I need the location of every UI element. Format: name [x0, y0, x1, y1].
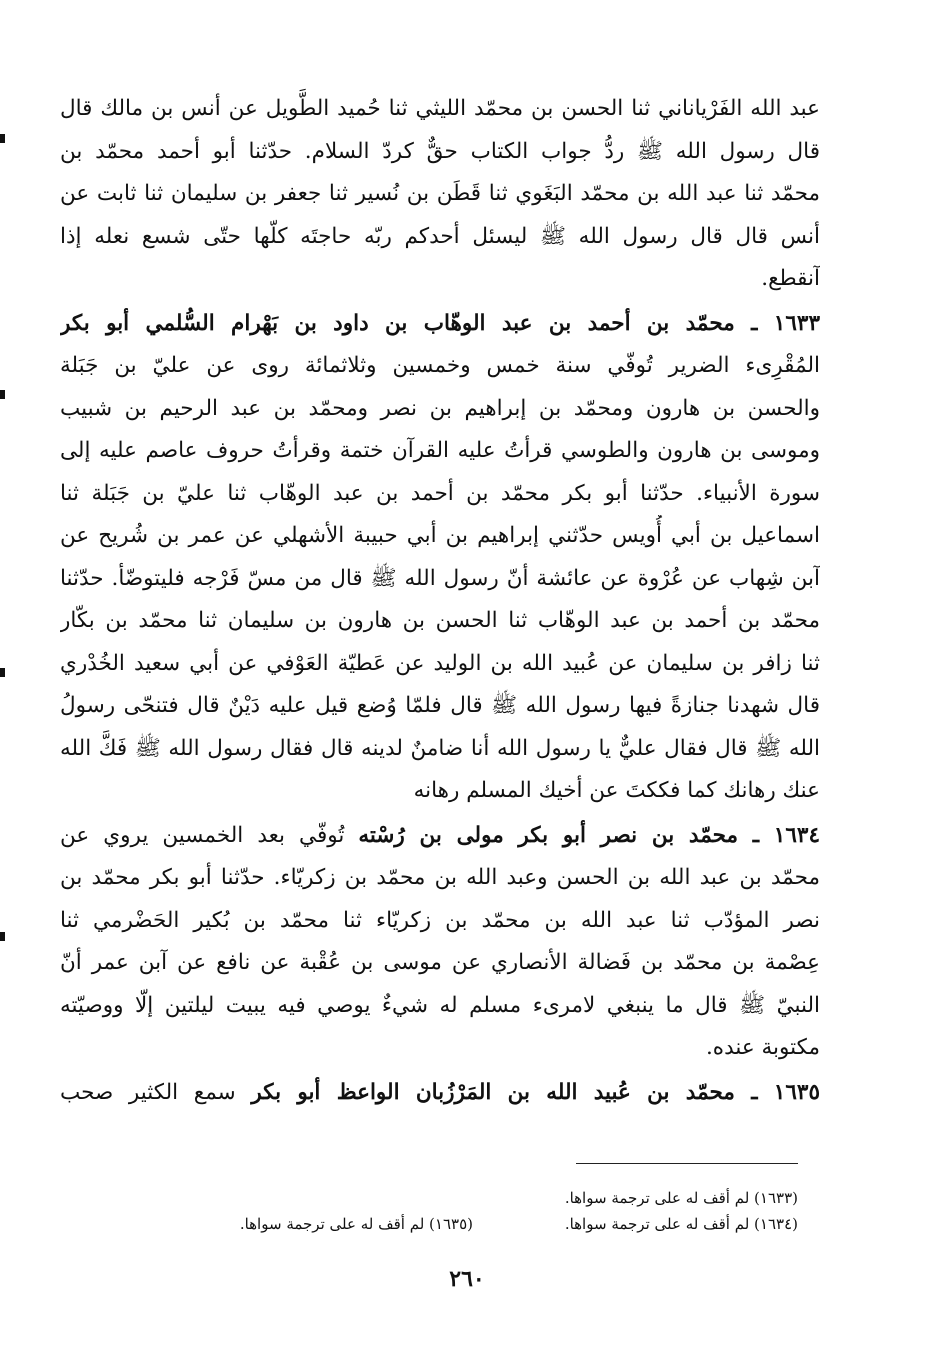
entry-heading-text: ١٦٣٤ ـ محمّد بن نصر أبو بكر مولى بن رُسْته	[358, 822, 820, 848]
text-span: سمع الكثير صحب	[60, 1079, 236, 1105]
text-line: المُقْرِىء الضرير تُوفّي سنة خمس وخمسين وثلاثمائة روى عن عليّ بن جَبَلة	[60, 353, 820, 378]
text-line: عِصْمة بن محمّد بن فَضالة الأنصاري عن موسى بن عُقْبة عن نافع عن آبن عمر أنّ	[60, 950, 820, 975]
text-line: محمّد بن أحمد بن عبد الوهّاب ثنا الحسن بن هارون بن سليمان ثنا محمّد بن بكّار	[60, 608, 820, 633]
scan-edge-mark	[0, 134, 5, 143]
text-line: ثنا زافر بن سليمان عن عُبيد الله بن الوليد عن عَطيّة العَوْفي عن أبي سعيد الخُدْري	[60, 650, 820, 676]
text-line: آبن شِهاب عن عُرْوة عن عائشة أنّ رسول الله ﷺ قال من مسّ فَرْجه فليتوضّأ. حدّثنا	[60, 565, 820, 591]
page-body	[60, 88, 820, 1114]
entry-heading	[60, 303, 820, 346]
text-line: محمّد بن عبد الله بن الحسن وعبد الله بن محمّد بن زكريّاء. حدّثنا أبو بكر محمّد بن	[60, 865, 820, 890]
text-line: والحسن بن هارون ومحمّد بن إبراهيم بن نصر ومحمّد بن عبد الرحيم بن شبيب	[60, 395, 820, 421]
footnote-1634: (١٦٣٤) لم أقف له على ترجمة سواها.	[564, 1215, 798, 1233]
text-line: مكتوبة عنده.	[705, 1035, 820, 1060]
entry-continuation	[60, 88, 820, 301]
entry-1634	[60, 815, 820, 1070]
text-span: تُوفّي بعد الخمسين يروي عن	[60, 822, 345, 848]
text-line: عبد الله الفَرْياناني ثنا الحسن بن محمّد الليثي ثنا حُميد الطَّويل عن أنس بن مالك قال	[60, 96, 820, 121]
text-line: قال رسول الله ﷺ ردُّ جواب الكتاب حقٌّ كردّ السلام. حدّثنا أبو أحمد محمّد بن	[60, 138, 820, 164]
scan-edge-mark	[0, 390, 5, 399]
entry-heading-line	[60, 1072, 820, 1115]
scan-edge-mark	[0, 932, 5, 941]
footnote-1635: (١٦٣٥) لم أقف له على ترجمة سواها.	[239, 1215, 473, 1233]
text-line: عنك رهانك كما فككتَ عن أخيك المسلم رهانه	[413, 778, 820, 803]
text-line: اسماعيل بن أبي أُويس حدّثني إبراهيم بن أبي حبيبة الأشهلي عن عمر بن شُريح عن	[60, 523, 820, 548]
text-line: نصر المؤدّب ثنا عبد الله بن محمّد بن زكريّاء ثنا محمّد بن بُكير الحَضْرمي ثنا	[60, 907, 820, 933]
text-line: أنس قال قال رسول الله ﷺ ليسئل أحدكم ربّه حاجتَه كلّها حتّى شسع نعله إذا	[60, 223, 820, 249]
footnote-divider	[576, 1163, 798, 1164]
text-line: قال شهدنا جنازةً فيها رسول الله ﷺ قال فلمّا وُضع قيل عليه دَيْنٌ قال فتنحّى رسولُ	[60, 693, 820, 718]
scan-edge-mark	[0, 668, 5, 677]
text-line: محمّد ثنا عبد الله بن محمّد البَغَوي ثنا قَطَن بن نُسير ثنا جعفر بن سليمان ثنا ثابت عن	[60, 181, 820, 206]
entry-1635	[60, 1072, 820, 1115]
text-line: النبيّ ﷺ قال ما ينبغي لامرىء مسلم له شيءٌ يوصي فيه يبيت ليلتين إلّا ووصيّته	[60, 992, 820, 1018]
text-line: وموسى بن هارون والطوسي قرأتُ عليه القرآن ختمة وقرأتُ حروف عاصم عليه إلى	[60, 438, 820, 463]
text-line: سورة الأنبياء. حدّثنا أبو بكر محمّد بن أحمد بن عبد الوهّاب ثنا عليّ بن جَبَلة ثنا	[60, 480, 820, 506]
entry-1633	[60, 303, 820, 813]
entry-heading-line	[60, 815, 820, 858]
footnote-1633: (١٦٣٣) لم أقف له على ترجمة سواها.	[564, 1189, 798, 1207]
page-number: ٢٦٠	[449, 1266, 485, 1292]
text-line: الله ﷺ قال فقال عليٌّ يا رسول الله أنا ضامنٌ لدينه قال فقال رسول الله ﷺ فَكَّ الله	[60, 735, 820, 761]
text-line: آنقطع.	[761, 266, 820, 291]
entry-heading-text: ١٦٣٣ ـ محمّد بن أحمد بن عبد الوهّاب بن داود بن بَهْرام السُّلمي أبو بكر	[60, 310, 820, 336]
entry-heading-text: ١٦٣٥ ـ محمّد بن عُبيد الله بن المَرْزُبان الواعظ أبو بكر	[251, 1079, 820, 1105]
